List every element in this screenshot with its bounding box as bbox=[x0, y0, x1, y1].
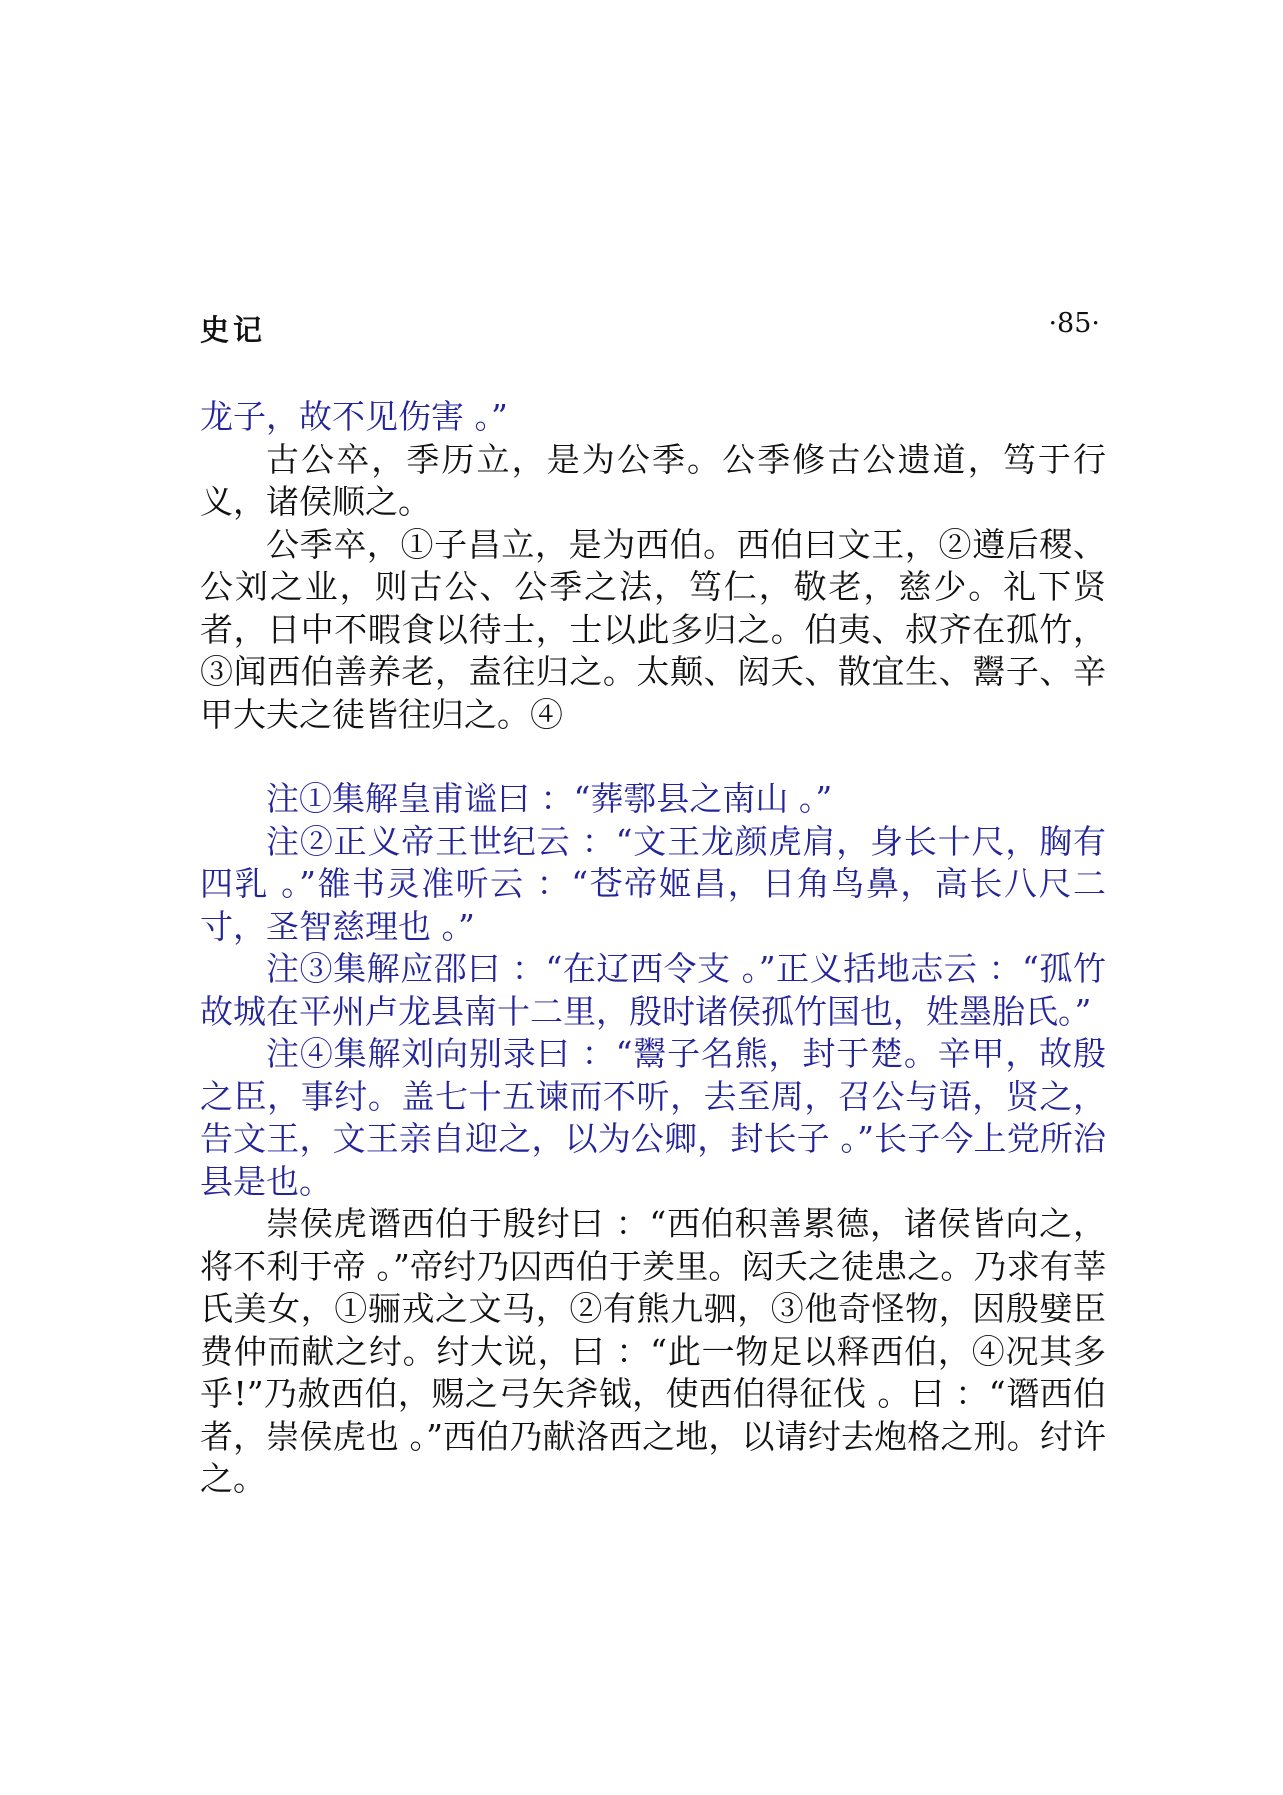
body-text bbox=[200, 396, 1106, 1501]
paragraph-gongji: 古公卒，季历立，是为公季。公季修古公遗道，笃于行义，诸侯顺之。 bbox=[200, 439, 1106, 521]
paragraph-chonghou: 崇侯虎谮西伯于殷纣曰 ：“西伯积善累德，诸侯皆向之，将不利于帝 。”帝纣乃囚西伯于羑里。闳夭之徒患之。乃求有莘氏美女，①骊戎之文马，②有熊九驷，③他奇怪物，因殷嬖臣费仲而献之纣。纣大说，曰 ：“此一物足以释西伯，④况其多乎!”乃赦西伯，赐之弓矢斧钺，使西伯得征伐 。曰 ：“谮西伯者，崇侯虎也 。”西伯乃献洛西之地，以请纣去炮格之刑。纣许之。 bbox=[200, 1204, 1106, 1498]
note-2: 注②正义帝王世纪云 ：“文王龙颜虎肩，身长十尺，胸有四乳 。”雒书灵准听云 ：“苍帝姬昌，日角鸟鼻，高长八尺二寸，圣智慈理也 。” bbox=[200, 821, 1106, 946]
paragraph-xibo: 公季卒，①子昌立，是为西伯。西伯曰文王，②遵后稷、公刘之业，则古公、公季之法，笃仁，敬老，慈少。礼下贤者，日中不暇食以待士，士以此多归之。伯夷、叔齐在孤竹，③闻西伯善养老，盍往归之。太颠、闳夭、散宜生、鬻子、辛甲大夫之徒皆往归之。④ bbox=[200, 524, 1106, 734]
note-3: 注③集解应邵曰 ：“在辽西令支 。”正义括地志云 ：“孤竹故城在平州卢龙县南十二里，殷时诸侯孤竹国也，姓墨胎氏。” bbox=[200, 949, 1106, 1031]
note-4: 注④集解刘向别录曰 ：“鬻子名熊，封于楚。辛甲，故殷之臣，事纣。盖七十五谏而不听，去至周，召公与语，贤之，告文王，文王亲自迎之，以为公卿，封长子 。”长子今上党所治县是也。 bbox=[200, 1034, 1106, 1201]
page-number: ·85· bbox=[1048, 308, 1100, 339]
section-gap bbox=[200, 736, 1106, 778]
continuation-note-line: 龙子，故不见伤害 。” bbox=[200, 397, 508, 436]
running-title: 史记 bbox=[200, 313, 267, 347]
note-1: 注①集解皇甫谧曰 ：“葬鄠县之南山 。” bbox=[266, 779, 833, 818]
page-header bbox=[200, 308, 1100, 352]
